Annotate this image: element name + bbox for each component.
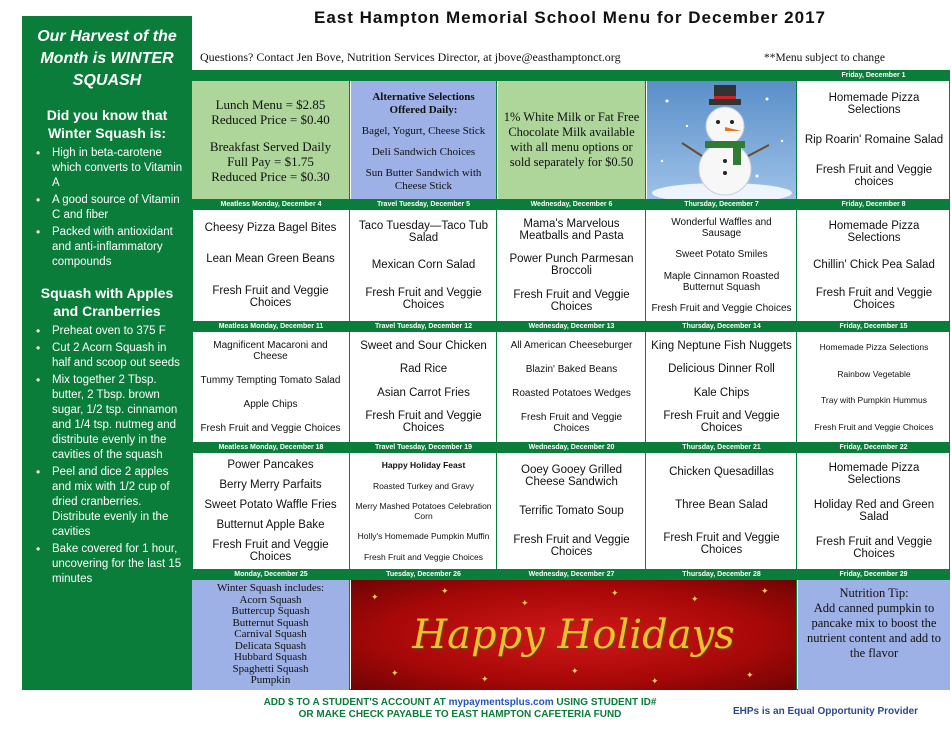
day-header: Meatless Monday, December 11 [218,323,324,330]
day-header: Friday, December 22 [839,444,908,451]
nutrition-tip-text: Add canned pumpkin to pancake mix to boost the nutrient content and add to the flavor [807,601,941,660]
day-header: Thursday, December 21 [682,444,761,451]
star-icon: ✦ [481,674,489,684]
menu-item: Fresh Fruit and Veggie Choices [365,287,482,312]
menu-item: Kale Chips [693,386,750,399]
menu-item: Holly's Homemade Pumpkin Muffin [357,531,490,542]
day-cell [647,332,797,442]
day-cell [351,453,497,569]
recipe-step: • Peel and dice 2 apples and mix with 1/2 cup of dried cranberries. Distribute evenly in the cavities [30,465,184,540]
star-icon: ✦ [441,586,449,596]
menu-item: Tummy Tempting Tomato Salad [200,375,341,387]
squash-item: Buttercup Squash [231,605,310,617]
lunch-reduced-price: Reduced Price = $0.40 [211,111,330,127]
equal-opportunity-note: EHPs is an Equal Opportunity Provider [733,706,919,717]
star-icon: ✦ [761,586,769,596]
contact-line: Questions? Contact Jen Bove, Nutrition Services Director, at jbove@easthamptonct.org [200,50,621,64]
menu-item: Fresh Fruit and Veggie Choices [663,532,780,557]
menu-item: Fresh Fruit and Veggie Choices [651,302,792,314]
menu-item: Asian Carrot Fries [377,386,470,399]
snowman-icon [647,81,797,199]
menu-item: Mexican Corn Salad [371,259,476,272]
payment-check-text: OR MAKE CHECK PAYABLE TO EAST HAMPTON CAFETERIA FUND [298,709,622,720]
day-cell [351,210,497,321]
snowman-image [647,81,797,199]
menu-item: Power Pancakes [227,459,314,471]
day-cell [798,210,950,321]
fact-item: • High in beta-carotene which converts to Vitamin A [30,146,184,191]
breakfast-full-price: Full Pay = $1.75 [227,153,314,169]
menu-item: Rad Rice [399,363,448,376]
day-cell [498,210,646,321]
star-icon: ✦ [746,670,754,680]
star-icon: ✦ [521,598,529,608]
day-header: Monday, December 25 [234,571,308,578]
squash-item: Acorn Squash [239,593,302,606]
squash-item: Carnival Squash [234,628,307,640]
menu-item: King Neptune Fish Nuggets [651,339,792,352]
day-cell [192,453,350,569]
menu-item: Fresh Fruit and Veggie Choices [513,534,630,559]
menu-item: Fresh Fruit and Veggie choices [815,164,933,188]
day-cell [798,81,950,199]
week1-header-bar [192,70,950,81]
menu-item: Berry Merry Parfaits [219,479,322,491]
menu-item: Magnificent Macaroni and Cheese [213,340,328,363]
menu-item: Butternut Apple Bake [216,519,325,531]
day-header: Friday, December 15 [839,323,908,330]
menu-item: Fresh Fruit and Veggie Choices [363,551,484,562]
day-header: Thursday, December 7 [684,201,759,208]
nutrition-tip-box [798,580,950,690]
recipe-step: • Preheat oven to 375 F [30,324,184,339]
menu-item: Happy Holiday Feast [381,460,466,471]
day-cell [798,453,950,569]
day-cell [498,332,646,442]
week3-header-bar [192,321,950,332]
day-header: Friday, December 8 [841,201,906,208]
day-header: Travel Tuesday, December 5 [376,201,471,208]
alternative-selections-box [351,81,497,199]
fact-item: • Packed with antioxidant and anti-inflammatory compounds [30,225,184,270]
payment-link[interactable]: mypaymentsplus.com [448,697,554,708]
day-header: Wednesday, December 20 [528,444,615,451]
week4-header-bar [192,442,950,453]
day-header: Travel Tuesday, December 12 [374,323,472,330]
squash-item: Spaghetti Squash [232,662,309,675]
facts-list [30,146,184,270]
star-icon: ✦ [371,592,379,602]
menu-item: Chillin' Chick Pea Salad [813,259,935,272]
star-icon: ✦ [651,676,659,686]
menu-item: Fresh Fruit and Veggie Choices [814,421,934,432]
menu-item: Ooey Gooey Grilled Cheese Sandwich [521,463,622,488]
menu-item: Chicken Quesadillas [669,465,774,478]
squash-item: Delicata Squash [234,639,307,652]
squash-item: Pumpkin [250,674,291,686]
menu-item: Maple Cinnamon Roasted Butternut Squash [663,270,780,293]
menu-item: Homemade Pizza Selections [828,219,920,244]
menu-item: Fresh Fruit and Veggie Choices [212,539,329,563]
lunch-price: Lunch Menu = $2.85 [215,96,326,112]
day-header: Thursday, December 28 [682,571,761,578]
fact-item: • A good source of Vitamin C and fiber [30,193,184,223]
harvest-title: Our Harvest of the Month is WINTER SQUASH [37,28,177,89]
week2-header-bar [192,199,950,210]
menu-item: Lean Mean Green Beans [206,253,335,266]
recipe-steps [30,324,184,587]
day-cell [647,453,797,569]
menu-item: Sweet Potato Waffle Fries [204,499,337,511]
menu-item: Homemade Pizza Selections [819,342,929,353]
page-title: East Hampton Memorial School Menu for December 2017 [313,8,826,27]
alt-title: Alternative Selections Offered Daily: [372,91,475,116]
menu-item: Taco Tuesday—Taco Tub Salad [358,219,489,244]
menu-item: Rainbow Vegetable [837,368,911,379]
milk-info: 1% White Milk or Fat Free Chocolate Milk available with all menu options or sold separately for $0.50 [503,110,640,169]
menu-item: Fresh Fruit and Veggie Choices [663,410,780,435]
happy-holidays-banner [351,580,797,690]
alt-item: Sun Butter Sandwich with Cheese Stick [365,167,482,192]
payment-text: USING STUDENT ID# [553,697,657,708]
milk-box [498,81,646,199]
week5-header-bar [192,569,950,580]
menu-item: Sweet and Sour Chicken [360,339,487,352]
day-cell [798,332,950,442]
menu-item: Homemade Pizza Selections [828,92,920,116]
menu-item: Merry Mashed Potatoes Celebration Corn [355,500,492,521]
recipe-step: • Mix together 2 Tbsp. butter, 2 Tbsp. brown sugar, 1/2 tsp. cinnamon and 1/4 tsp. nutmeg and distribute evenly in the cavities of the squash [30,373,184,463]
breakfast-reduced-price: Reduced Price = $0.30 [211,168,330,184]
menu-item: Sweet Potato Smiles [675,249,768,261]
breakfast-label: Breakfast Served Daily [209,138,332,154]
menu-item: Wonderful Waffles and Sausage [671,217,772,240]
day-header: Friday, December 1 [841,72,906,79]
star-icon: ✦ [611,588,619,598]
recipe-title: Squash with Apples and Cranberries [40,285,174,319]
day-header: Thursday, December 14 [682,323,761,330]
squash-item: Hubbard Squash [233,651,308,663]
menu-item: Fresh Fruit and Veggie Choices [815,287,933,312]
day-header: Meatless Monday, December 18 [218,444,324,451]
menu-item: Three Bean Salad [675,498,768,511]
day-cell [192,332,350,442]
day-header: Wednesday, December 27 [528,571,615,578]
alt-item: Deli Sandwich Choices [371,146,476,158]
squash-item: Butternut Squash [232,616,309,629]
menu-item: Holiday Red and Green Salad [813,498,935,523]
menu-item: Fresh Fruit and Veggie Choices [520,411,623,434]
menu-item: All American Cheeseburger [510,340,633,352]
star-icon: ✦ [571,666,579,676]
happy-holidays-text: Happy Holidays [412,612,735,658]
day-header: Wednesday, December 6 [530,201,613,208]
menu-item: Fresh Fruit and Veggie Choices [513,289,630,314]
menu-item: Blazin' Baked Beans [525,364,618,376]
menu-item: Fresh Fruit and Veggie Choices [200,422,341,434]
menu-item: Fresh Fruit and Veggie Choices [365,410,482,435]
nutrition-tip-title: Nutrition Tip: [839,586,909,600]
harvest-sidebar [22,16,192,690]
star-icon: ✦ [391,668,399,678]
menu-item: Tray with Pumpkin Hummus [821,395,927,406]
payment-text: ADD $ TO A STUDENT'S ACCOUNT AT [263,697,449,708]
price-box [192,81,350,199]
subject-to-change-note: **Menu subject to change [764,52,886,64]
star-icon: ✦ [691,594,699,604]
day-cell [647,210,797,321]
menu-item: Mama's Marvelous Meatballs and Pasta [519,217,624,242]
winter-squash-list-box [192,580,350,690]
menu-item: Roasted Potatoes Wedges [512,387,631,399]
payment-instructions [200,697,720,721]
menu-item: Fresh Fruit and Veggie Choices [212,285,329,310]
menu-item: Power Punch Parmesan Broccoli [509,253,634,278]
squash-list-title: Winter Squash includes: [216,582,325,594]
menu-item: Roasted Turkey and Gravy [372,480,475,491]
day-header: Friday, December 29 [839,571,908,578]
day-header: Tuesday, December 26 [386,571,461,578]
menu-item: Apple Chips [243,398,298,410]
day-header: Travel Tuesday, December 19 [374,444,472,451]
alt-item: Bagel, Yogurt, Cheese Stick [361,125,486,137]
did-you-know-heading: Did you know that Winter Squash is: [46,107,168,141]
menu-item: Fresh Fruit and Veggie Choices [815,536,933,561]
day-header: Meatless Monday, December 4 [220,201,322,208]
menu-item: Delicious Dinner Roll [668,363,775,376]
day-cell [192,210,350,321]
menu-item: Rip Roarin' Romaine Salad [804,134,944,146]
day-cell [351,332,497,442]
menu-item: Cheesy Pizza Bagel Bites [204,221,337,234]
recipe-step: • Bake covered for 1 hour, uncovering for the last 15 minutes [30,542,184,587]
menu-item: Terrific Tomato Soup [519,504,624,517]
menu-item: Homemade Pizza Selections [828,461,920,486]
recipe-step: • Cut 2 Acorn Squash in half and scoop out seeds [30,341,184,371]
day-cell [498,453,646,569]
day-header: Wednesday, December 13 [528,323,615,330]
